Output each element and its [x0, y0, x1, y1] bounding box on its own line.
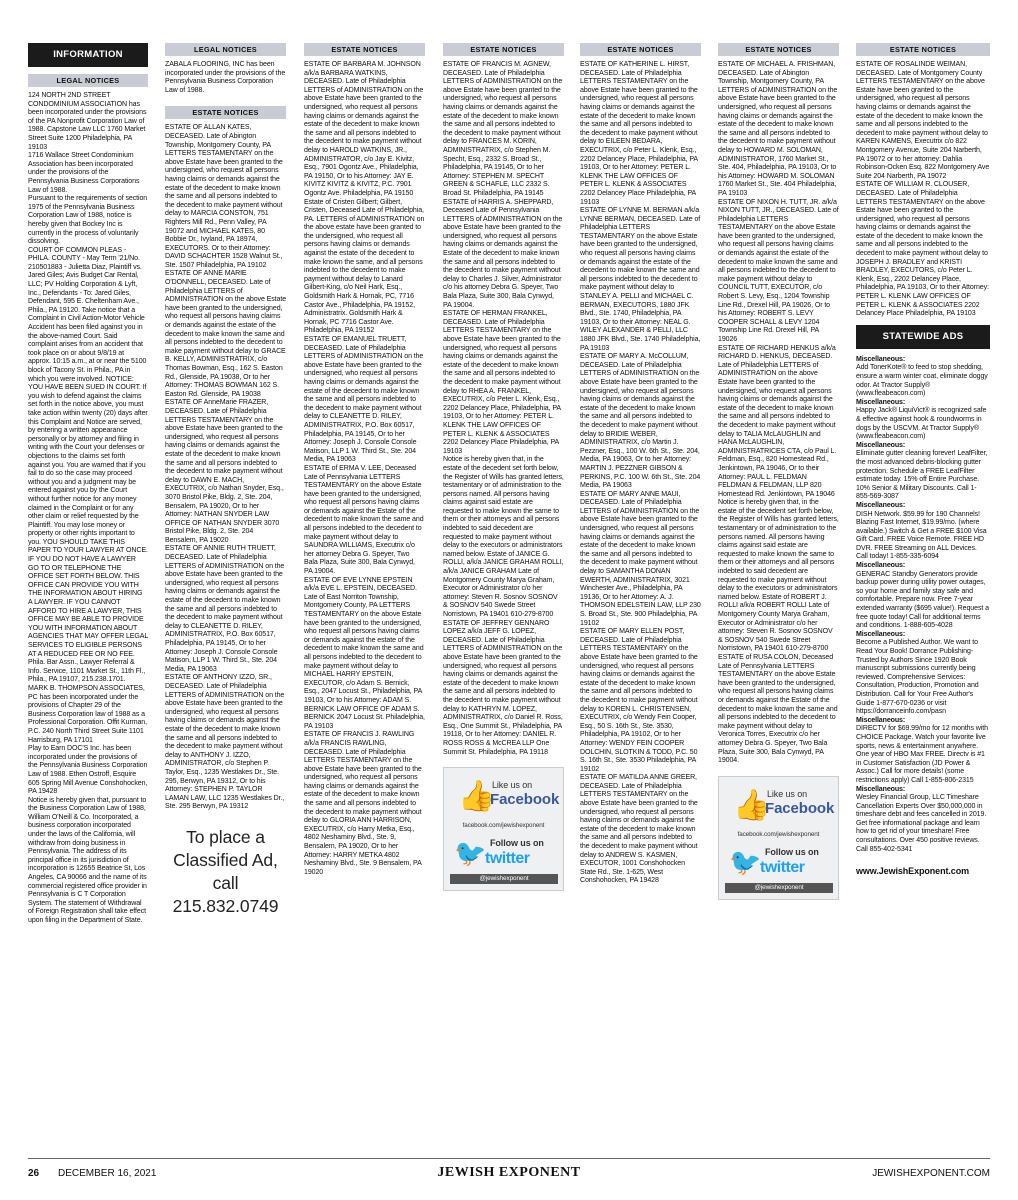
- classified-ad: [856, 631, 990, 717]
- ad-heading: Miscellaneous:: [856, 398, 906, 406]
- ad-text: GENERAC Standby Generators provide backup power during utility power outages, so your home and family stay safe and comfortable. Prepare now. Free 7-year extended warranty ($695 value!). Request a free quote today! Call for additional terms and conditions. 1-888-605-4028: [856, 570, 989, 630]
- legal-notice: ESTATE OF AnneMarie FRAZER, DECEASED. Late of Philadelphia LETTERS TESTAMENTARY on the above Estate have been granted to the undersigned, who request all persons having claims or demands against the estate of the decedent to make known the same and all persons indebted to the decedent to make payment without delay to DAWN E. MACH, EXECUTRIX, c/o Nathan Snyder, Esq., 3070 Bristol Pike, Bldg. 2, Ste. 204, Bensalem, PA 19020, Or to her Attorney: NATHAN SNYDER LAW OFFICE OF NATHAN SNYDER 3070 Bristol Pike, Bldg. 2, Ste. 204 Bensalem, PA 19020: [165, 399, 284, 544]
- estate-notices-header-col7: ESTATE NOTICES: [856, 43, 990, 56]
- classified-ad-box: [165, 826, 286, 918]
- estate-notices-header-col4: ESTATE NOTICES: [443, 43, 564, 56]
- classified-ad: [856, 562, 990, 631]
- ad-heading: Miscellaneous:: [856, 562, 906, 570]
- twitter-block: [450, 834, 558, 884]
- classified-ad: [856, 502, 990, 562]
- legal-notice: MARK B. THOMPSON ASSOCIATES, PC has been incorporated under the provisions of Chapter 29 of the Business Corporation law of 1988 as a Professional Corporation. Offit Kurman, P.C. 240 North Third Street Suite 1101 Harrisburg, PA 17101: [28, 684, 147, 744]
- facebook-url-2: facebook.com/jewishexponent: [737, 830, 820, 838]
- ad-text: Eliminate gutter cleaning forever! LeafFilter, the most advanced debris-blocking gutter protection. Schedule a FREE LeafFilter estimate today. 15% off Entire Purchase. 10% Senior & Military Discounts. Call 1-855-569-3087: [856, 450, 988, 501]
- ad-text: Become a Published Author. We want to Read Your Book! Dorrance Publishing-Trusted by Authors Since 1920 Book manuscript submissions currently being reviewed. Comprehensive Services: Consultation, Production, Promotion and Distribution. Call for Your Free Author's Guide 1-877-670-0236 or visit https://dorranceinfo.com/pasn: [856, 639, 979, 716]
- legal-notice: ESTATE OF NIXON H. TUTT, JR. a/k/a NIXON TUTT, JR., DECEASED. Late of Philadelphia LETTERS TESTAMENTARY on the above Estate have been granted to the undersigned, who request all persons having claims or demands against the estate of the decedent to make known the same and all persons indebted to the decedent to make payment without delay to COUNCIL TUTT, EXECUTOR, c/o Robert S. Levy, Esq., 1204 Township Line Rd., Drexel Hill, PA 19026, Or to his Attorney: ROBERT S. LEVY COOPER SCHALL & LEVY 1204 Township Line Rd. Drexel Hill, PA 19026: [718, 198, 839, 343]
- thumbs-up-icon: 👍: [733, 788, 771, 822]
- legal-notice: Notice is hereby given that, pursuant to the Business Corporation Law of 1988, William O'Neill & Co. Incorporated, a business corporation incorporated under the laws of the California, will withdraw from doing business in Pennsylvania. The address of its principal office in its jurisdiction of incorporation is 12655 Beatrice St, Los Angeles, CA 90066 and the name of its commercial registered office provider in Pennsylvania is C T Corporation System. The statement of Withdrawal of Foreign Registration shall take effect upon filing in the Department of State.: [28, 796, 147, 924]
- col2-notices: [165, 124, 286, 812]
- ad-heading: Miscellaneous:: [856, 716, 906, 724]
- facebook-block: [450, 777, 558, 819]
- twitter-block-2: [725, 843, 833, 893]
- legal-notice: ESTATE OF ANTHONY IZZO, SR., DECEASED. Late of Philadelphia LETTERS of ADMINISTRATION on the above Estate have been granted to the undersigned, who request all persons having claims or demands against the estate of the decedent to make known the same and all persons indebted to the decedent to make payment without delay to ANTHONY J. IZZO, ADMINISTRATOR, c/o Stephen P. Taylor, Esq., 1235 Westlakes Dr., Ste. 295, Berwyn, PA 19312, Or to his Attorney: STEPHEN P. TAYLOR LAMAN LAW, LLC 1235 Westlakes Dr., Ste. 295 Berwyn, PA 19312: [165, 674, 285, 811]
- classified-line-2: Classified Ad,: [173, 849, 278, 870]
- legal-notice: ESTATE OF EVE LYNNE EPSTEIN a/k/a EVE L. EPSTEIN, DECEASED. Late of East Norriton Township, Montgomery County, PA LETTERS TESTAMENTARY on the above Estate have been granted to the undersigned, who request all persons having claims or demands against the estate of the decedent to make known the same and all persons indebted to the decedent to make payment without delay to MICHAEL HARRY EPSTEIN, EXECUTOR, c/o Adam S. Bernick, Esq., 2047 Locust St., Philadelphia, PA 19103, Or to his Attorney: ADAM S. BERNICK LAW OFFICE OF ADAM S. BERNICK 2047 Locust St. Philadelphia, PA 19103: [304, 576, 425, 730]
- legal-notice: ESTATE OF MARY ANNE MAUI, DECEASED. Late of Philadelphia LETTERS of ADMINISTRATION on the above Estate have been granted to the undersigned, who request all persons having claims or demands against the estate of the decedent to make known the same and all persons indebted to the decedent to make payment without delay to SAMANTHA DONAN EWERTH, ADMINISTRATRIX, 3021 Winchester Ave., Philadelphia, PA 19136, Or to her Attorney: A. J. THOMSON EDELSTEIN LAW, LLP 230 S. Broad St., Ste. 900 Philadelphia, PA 19102: [580, 490, 701, 627]
- ad-heading: Miscellaneous:: [856, 785, 906, 793]
- ad-heading: Miscellaneous:: [856, 630, 906, 638]
- legal-notices-header-2: LEGAL NOTICES: [165, 43, 286, 56]
- zabala-notice: ZABALA FLOORING, INC has been incorporated under the provisions of the Pennsylvania Business Corporation Law of 1988.: [165, 61, 286, 94]
- classified-line-1: To place a: [186, 826, 265, 847]
- legal-notice: 124 NORTH 2ND STREET CONDOMINIUM ASSOCIATION has been incorporated under the provisions of the PA Nonprofit Corporation Law of 1988. Capstone Law LLC 1760 Market Street Suite 1200 Philadelphia, PA 19103: [28, 92, 147, 151]
- col3-notices: [304, 61, 425, 877]
- legal-notice: ESTATE of HARRIS A. SHEPPARD, Deceased Late of Pennsylvania LETTERS of ADMINISTRATION on the above Estate have been granted to the undersigned, who request all persons having claims or demands against the Estate of the decedent to make known the same and all persons indebted to the decedent to make payment without delay to Charles J. Silver, Administrator c/o his attorney Debra G. Speyer, Two Bala Plaza, Suite 300, Bala Cynwyd, PA 19004.: [443, 198, 563, 309]
- legal-notice: ESTATE of ERMA V. LEE, Deceased Late of Pennsylvania LETTERS TESTAMENTARY on the above Estate have been granted to the undersigned, who request all persons having claims or demands against the Estate of the decedent to make known the same and all persons indebted to the decedent to make payment without delay to SAUNDRA WILLIAMS, Executrix c/o her attorney Debra G. Speyer, Two Bala Plaza, Suite 300, Bala Cynwyd, PA 19004.: [304, 464, 424, 576]
- column-estate-3: [304, 43, 425, 1153]
- legal-notice: COURT OF COMMON PLEAS - PHILA. COUNTY - May Term '21/No. 210501883 - Julietta Diaz, Plaintiff vs. Jared Giles; Avis Budget Car Rental, LLC; PV Holding Corporation & Lyft, Inc., Defendants - To: Jared Giles, Defendant, 595 E. Cheltenham Ave., Phila., PA 19120. Take notice that a Complaint in Civil Action-Motor Vehicle Accident has been filed against you in the above-named Court. Said complaint arises from an accident that took place on or about 9/8/19 at approx. 10:15 a.m., at or near the 5100 block of Tacony St. in Phila., PA in which you were involved. NOTICE: YOU HAVE BEEN SUED IN COURT. If you wish to defend against the claims set forth in the notice above, you must take action within twenty (20) days after this Complaint and Notice are served, by entering a written appearance personally or by attorney and filing in writing with the Court your defenses or objections to the claims set forth against you. You are warned that if you fail to do so the case may proceed without you and a judgment may be entered against you by the Court without further notice for any money claimed in the Complaint or for any other claim or relief requested by the Plaintiff. You may lose money or property or other rights important to you. YOU SHOULD TAKE THIS PAPER TO YOUR LAWYER AT ONCE. IF YOU DO NOT HAVE A LAWYER GO TO OR TELEPHONE THE OFFICE SET FORTH BELOW. THIS OFFICE CAN PROVIDE YOU WITH THE INFORMATION ABOUT HIRING A LAWYER. IF YOU CANNOT AFFORD TO HIRE A LAWYER, THIS OFFICE MAY BE ABLE TO PROVIDE YOU WITH INFORMATION ABOUT AGENCIES THAT MAY OFFER LEGAL SERVICES TO ELIGIBLE PERSONS AT A REDUCED FEE OR NO FEE. Phila. Bar Assn., Lawyer Referral & Info. Service, 1101 Market St., 11th Fl., Phila., PA 19107, 215.238.1701.: [28, 246, 148, 684]
- classified-ad: [856, 399, 990, 442]
- legal-notice: ESTATE OF ANNE MARIE O'DONNELL, DECEASED. Late of Philadelphia LETTERS of ADMINISTRATION on the above Estate have been granted to the undersigned, who request all persons having claims or demands against the estate of the decedent to make known the same and all persons indebted to the decedent to make payment without delay to GRACE B. KELLY, ADMINISTRATRIX, c/o Thomas Bowman, Esq., 162 S. Easton Rd., Glenside, PA 19038, Or to her Attorney: THOMAS BOWMAN 162 S. Easton Rd. Glenside, PA 19038: [165, 270, 286, 398]
- classified-ad: [856, 717, 990, 786]
- statewide-ads: [856, 356, 990, 854]
- col7-notices: [856, 61, 990, 319]
- ad-text: Happy Jack® LiquiVict® is recognized safe & effective against hook & roundworms in dogs by the USCVM. At Tractor Supply® (www.fleabeacon.com): [856, 407, 987, 441]
- information-header: INFORMATION: [28, 43, 148, 67]
- issue-date: DECEMBER 16, 2021: [58, 1168, 157, 1179]
- legal-notice: ESTATE OF JEFFREY GENNARO LOPEZ a/k/a JEFF G. LOPEZ, DECEASED. Late of Philadelphia LETTERS of ADMINISTRATION on the above Estate have been granted to the undersigned, who request all persons having claims or demands against the estate of the decedent to make known the same and all persons indebted to the decedent to make payment without delay to KATHRYN M. LOPEZ, ADMINISTRATRIX, c/o Daniel R. Ross, Esq., One Summit St., Philadelphia, PA 19118, Or to her Attorney: DANIEL R. ROSS ROSS & McCREA LLP One Summit St. Philadelphia, PA 19118: [443, 619, 563, 756]
- social-ad: [443, 767, 564, 891]
- legal-notice: ESTATE OF FRANCIS J. RAWLING a/k/a FRANCIS RAWLING, DECEASED. Late of Philadelphia LETTERS TESTAMENTARY on the above Estate have been granted to the undersigned, who request all persons having claims or demands against the estate of the decedent to make known the same and all persons indebted to the decedent to make payment without delay to GLORIA ANN HARRISON, EXECUTRIX, c/o Harry Metka, Esq., 4802 Neshaminy Blvd., Ste. 9, Bensalem, PA 19020, Or to her Attorney: HARRY METKA 4802 Neshaminy Blvd., Ste. 9 Bensalem, PA 19020: [304, 731, 422, 876]
- column-estate-6: [718, 43, 839, 1153]
- facebook-block-2: [725, 786, 833, 828]
- legal-notice: ESTATE OF MARY A. McCOLLUM, DECEASED. Late of Philadelphia LETTERS of ADMINISTRATION on the above Estate have been granted to the undersigned, who request all persons having claims or demands against the estate of the decedent to make known the same and all persons indebted to the decedent to make payment without delay to BRIDIE WEBER, ADMINISTRATRIX, c/o Martin J. Pezzner, Esq., 100 W. 6th St., Ste. 204, Media, PA 19063, Or to her Attorney: MARTIN J. PEZZNER GIBSON & PERKINS, P.C. 100 W. 6th St., Ste. 204 Media, PA 19063: [580, 353, 701, 490]
- column-legal-estate: [165, 43, 286, 1153]
- ad-heading: Miscellaneous:: [856, 355, 906, 363]
- legal-notice: ESTATE OF MARY ELLEN POST, DECEASED. Late of Philadelphia LETTERS TESTAMENTARY on the above Estate have been granted to the undersigned, who request all persons having claims or demands against the estate of the decedent to make known the same and all persons indebted to the decedent to make payment without delay to KOREN L. CHRISTENSEN, EXECUTRIX, c/o Wendy Fein Cooper, Esq., 50 S. 16th St., Ste. 3530, Philadelphia, PA 19102, Or to her Attorney: WENDY FEIN COOPER DOLCHIN, SLOTKIN & TODD, P.C. 50 S. 16th St., Ste. 3530 Philadelphia, PA 19102: [580, 628, 698, 773]
- ad-heading: Miscellaneous:: [856, 501, 906, 509]
- footer-site: JEWISHEXPONENT.COM: [872, 1168, 990, 1179]
- like-us-text-2: Like us on: [767, 788, 808, 799]
- legal-notice: ESTATE OF ALLAN KATES, DECEASED. Late of Abington Township, Montgomery County, PA LETTERS TESTAMENTARY on the above Estate have been granted to the undersigned, who request all persons having claims or demands against the estate of the decedent to make known the same and all persons indebted to the decedent to make payment without delay to MARCIA CONSTON, 751 Righters Mill Rd., Penn Valley, PA 19072 and MICHAEL KATES, 80 Bobbie Dr., Ivyland, PA 18974, EXECUTORS. Or to their Attorney: DAVID SCHACHTER 1528 Walnut St., Ste. 1507 Philadelphia, PA 19102: [165, 124, 283, 269]
- ad-text: Add TonerKote® to feed to stop shedding, ensure a warm winter coat, eliminate doggy odor. At Tractor Supply® (www.fleabeacon.com): [856, 364, 988, 398]
- legal-notice: ESTATE OF FRANCIS M. AGNEW, DECEASED. Late of Philadelphia LETTERS of ADMINISTRATION on the above Estate have been granted to the undersigned, who request all persons having claims or demands against the estate of the decedent to make known the same and all persons indebted to the decedent to make payment without delay to FRANCES M. KORIN, ADMINISTRATRIX, c/o Stephen M. Specht, Esq., 2332 S. Broad St., Philadelphia, PA 19145, Or to her Attorney: STEPHEN M. SPECHT GREEN & SCHAFLE, LLC 2332 S. Broad St. Philadelphia, PA 19145: [443, 61, 563, 197]
- legal-notice: ESTATE OF LYNNE M. BERMAN a/k/a LYNNE BERMAN, DECEASED. Late of Philadelphia LETTERS TESTAMENTARY on the above Estate have been granted to the undersigned, who request all persons having claims or demands against the estate of the decedent to make known the same and all persons indebted to the decedent to make payment without delay to STANLEY A. PELLI and MICHAEL C. BERMAN, EXECUTORS, 1880 JFK Blvd., Ste. 1740, Philadelphia, PA 19103, Or to their Attorney: NEAL G. WILEY ALEXANDER & PELLI, LLC 1880 JFK Blvd., Ste. 1740 Philadelphia, PA 19103: [580, 207, 701, 352]
- twitter-wordmark-2: twitter: [760, 858, 805, 876]
- like-us-text: Like us on: [492, 780, 533, 791]
- legal-notice: 1716 Wallace Street Condominium Association has been incorporated under the provisions of the Pennsylvania Business Corporations Law of 1988.: [28, 152, 140, 194]
- legal-notice: ESTATE OF EMANUEL TRUETT, DECEASED. Late of Philadelphia LETTERS of ADMINISTRATION on the above Estate have been granted to the undersigned, who request all persons having claims or demands against the estate of the decedent to make known the same and all persons indebted to the decedent to make payment without delay to CLEANETTE D. RILEY, ADMINISTRATRIX, P.O. Box 60517, Philadelphia, PA 19145, Or to her Attorney: Joseph J. Console Console Matison, LLP 1 W. Third St., Ste. 204 Media, PA 19063: [304, 336, 424, 464]
- statewide-ads-header: STATEWIDE ADS: [856, 325, 990, 349]
- facebook-url: facebook.com/jewishexponent: [462, 822, 545, 830]
- column-estate-7: [856, 43, 990, 1153]
- legal-notice: Estate of Cristen Gilbert; Gilbert, Cristen, Deceased Late of Philadelphia, PA. LETTERS of ADMINISTRATION on the above estate have been granted to the undersigned, who request all persons having claims or demands against the estate of the decedent to make known the same, and all persons indebted to the decedent to make payment without delay to Lanard Gilbert-King, c/o Neil Hark, Esq., Goldsmith Hark & Hornak, PC, 7716 Castor Ave., Philadelphia, PA 19152, Administratrix. Goldsmith Hark & Hornak, PC 7716 Castor Ave. Philadelphia, PA 19152: [304, 198, 425, 335]
- col6-notices: [718, 61, 839, 766]
- legal-notice: ESTATE OF ANNIE RUTH TRUETT, DECEASED. Late of Philadelphia LETTERS of ADMINISTRATION on the above Estate have been granted to the undersigned, who request all persons having claims or demands against the estate of the decedent to make known the same and all persons indebted to the decedent to make payment without delay to CLEANETTE D. RILEY, ADMINISTRATRIX, P.O. Box 60517, Philadelphia, PA 19145, Or to her Attorney: Joseph J. Console Console Matison, LLP 1 W. Third St., Ste. 204 Media, PA 19063: [165, 545, 285, 673]
- column-estate-5: [580, 43, 701, 1153]
- col1-notices: [28, 92, 148, 926]
- col5-notices: [580, 61, 701, 886]
- website-link[interactable]: www.JewishExponent.com: [856, 866, 969, 877]
- legal-notices-header: LEGAL NOTICES: [28, 74, 148, 87]
- social-ad-2: [718, 776, 839, 900]
- legal-notice: ESTATE OF MICHAEL A. FRISHMAN, DECEASED. Late of Abington Township, Montgomery County, PA LETTERS of ADMINISTRATION on the above Estate have been granted to the undersigned, who request all persons having claims or demands against the estate of the decedent to make known the same and all persons indebted to the decedent to make payment without delay to HOWARD M. SOLOMAN, ADMINISTRATOR, 1760 Market St., Ste. 404, Philadelphia, PA 19103, Or to his Attorney: HOWARD M. SOLOMAN 1760 Market St., Ste. 404 Philadelphia, PA 19103: [718, 61, 838, 197]
- legal-notice: Notice is hereby given that, in the estate of the decedent set forth below, the Register of Wills has granted letters, testamentary or of administration to the persons named. All persons having claims against said estate are requested to make known the same to them or their attorneys and all persons indebted to said decedent are requested to make payment without delay to the executors or administrators named below. Estate of JANICE G. ROLLI, a/k/a JANICE GRAHAM ROLLI, a/k/a JANICE GRAHAM Late of Montgomery County Marya Graham, Executor or Administrator c/o her attorney: Steven R. Sosnov SOSNOV & SOSNOV 540 Swede Street Norristown, PA 19401 610-279-8700: [443, 456, 564, 618]
- ad-text: Wesley Financial Group, LLC Timeshare Cancellation Experts Over $50,000,000 in timeshare debt and fees cancelled in 2019. Get free informational package and learn how to get rid of your timeshare! Free consultations. Over 450 positive reviews. Call 855-402-5341: [856, 794, 987, 853]
- twitter-handle: @jewishexponent: [450, 874, 558, 884]
- thumbs-up-icon: 👍: [458, 780, 496, 814]
- classified-ad: [856, 786, 990, 855]
- column-information: [28, 43, 148, 1153]
- legal-notice: ESTATE of RUSA COLON, Deceased Late of Pennsylvania LETTERS TESTAMENTARY on the above Estate have been granted to the undersigned, who request all persons having claims or demands against the Estate of the decedent to make known the same and all persons indebted to the decedent to make payment without delay to Veronica Torres, Executrix c/o her attorney Debra G. Speyer, Two Bala Plaza, Suite 300, Bala Cynwyd, PA 19004.: [718, 653, 838, 765]
- follow-us-text: Follow us on: [490, 838, 544, 849]
- classified-ad: [856, 356, 990, 399]
- ad-text: DIRECTV for $69.99/mo for 12 months with CHOICE Package. Watch your favorite live sports, news & entertainment anywhere. One year of HBO Max FREE. Directv is #1 in Customer Satisfaction (JD Power & Assoc.) Call for more details! (some restrictions apply) Call 1-855-806-2315: [856, 725, 988, 784]
- twitter-bird-icon: 🐦: [454, 838, 487, 869]
- legal-notice: Pursuant to the requirements of section 1975 of the Pennsylvania Business Corporation Law of 1988, notice is hereby given that Bockey Inc is currently in the process of voluntarily dissolving.: [28, 195, 148, 246]
- twitter-handle-2: @jewishexponent: [725, 883, 833, 893]
- estate-notices-header-col5: ESTATE NOTICES: [580, 43, 701, 56]
- follow-us-text-2: Follow us on: [765, 846, 819, 857]
- legal-notice: ESTATE OF KATHERINE L. HIRST, DECEASED. Late of Philadelphia LETTERS TESTAMENTARY on the above Estate have been granted to the undersigned, who request all persons having claims or demands against the estate of the decedent to make known the same and all persons indebted to the decedent to make payment without delay to EILEEN BEDARA, EXECUTRIX, c/o Peter L. Klenk, Esq., 2202 Delancey Place, Philadelphia, PA 19103, Or to her Attorney: PETER L. KLENK THE LAW OFFICES OF PETER L. KLENK & ASSOCIATES 2202 Delancey Place Philadelphia, PA 19103: [580, 61, 698, 206]
- page-number: 26: [28, 1168, 40, 1179]
- ad-text: DISH Network. $59.99 for 190 Channels! Blazing Fast Internet, $19.99/mo. (where available.) Switch & Get a FREE $100 Visa Gift Card. FREE Voice Remote. FREE HD DVR. FREE Streaming on ALL Devices. Call today! 1-855-335-6094: [856, 510, 987, 561]
- estate-notices-header-col6: ESTATE NOTICES: [718, 43, 839, 56]
- legal-notice: ESTATE OF HERMAN FRANKEL, DECEASED. Late of Philadelphia LETTERS TESTAMENTARY on the above Estate have been granted to the undersigned, who request all persons having claims or demands against the estate of the decedent to make known the same and all persons indebted to the decedent to make payment without delay to RHEA A. FRANKEL, EXECUTRIX, c/o Peter L. Klenk, Esq., 2202 Delancey Place, Philadelphia, PA 19103, Or to her Attorney: PETER L. KLENK THE LAW OFFICES OF PETER L. KLENK & ASSOCIATES 2202 Delancey Place Philadelphia, PA 19103: [443, 310, 561, 455]
- column-estate-4: [443, 43, 564, 1153]
- ad-heading: Miscellaneous:: [856, 441, 906, 449]
- estate-notices-header-col2: ESTATE NOTICES: [165, 106, 286, 119]
- legal-notice: Notice is hereby given that, in the estate of the decedent set forth below, the Register of Wills has granted letters, testamentary or of administration to the persons named. All persons having claims against said estate are requested to make known the same to them or their attorneys and all persons indebted to said decedent are requested to make payment without delay to the executors or administrators named below. Estate of ROBERT J. ROLLI a/k/a ROBERT ROLLI Late of Montgomery County Marya Graham, Executor or Administrator c/o her attorney: Steven R. Sosnov SOSNOV & SOSNOV 540 Swede Street Norristown, PA 19401 610-279-8700: [718, 499, 839, 653]
- legal-notice: Play to Earn DOC'S Inc. has been incorporated under the provisions of the Pennsylvania Business Corporation Law of 1988. Ethen Ostroff, Esquire 605 Spring Mill Avenue Conshohocken, PA 19428: [28, 745, 148, 796]
- classified-line-3: call 215.832.0749: [172, 873, 279, 917]
- estate-notices-header-col3: ESTATE NOTICES: [304, 43, 425, 56]
- legal-notice: ESTATE OF WILLIAM R. CLOUSER, DECEASED. Late of Philadelphia LETTERS TESTAMENTARY on the above Estate have been granted to the undersigned, who request all persons having claims or demands against the estate of the decedent to make known the same and all persons indebted to the decedent to make payment without delay to JOSEPH J. BRADLEY and KRISTI BRADLEY, EXECUTORS, c/o Peter L. Klenk, Esq., 2202 Delancey Place, Philadelphia, PA 19103, Or to their Attorney: PETER L. KLENK LAW OFFICES OF PETER L. KLENK & ASSOCIATES 2202 Delancey Place Philadelphia, PA 19103: [856, 181, 989, 318]
- twitter-wordmark: twitter: [485, 850, 530, 868]
- page-footer: [28, 1158, 990, 1188]
- masthead: JEWISH EXPONENT: [437, 1165, 581, 1180]
- classified-ad: [856, 442, 990, 502]
- legal-notice: ESTATE OF BARBARA M. JOHNSON a/k/a BARBARA WATKINS, DECEASED. Late of Philadelphia LETTERS of ADMINISTRATION on the above Estate have been granted to the undersigned, who request all persons having claims or demands against the estate of the decedent to make known the same and all persons indebted to the decedent to make payment without delay to HAROLD WATKINS, JR., ADMINISTRATOR, c/o Jay E. Kivitz, Esq., 7901 Ogontz Ave., Philadelphia, PA 19150, Or to his Attorney: JAY E. KIVITZ KIVITZ & KIVITZ, P.C. 7901 Ogontz Ave. Philadelphia, PA 19150: [304, 61, 424, 197]
- legal-notice: ESTATE OF MATILDA ANNE GREER, DECEASED. Late of Philadelphia LETTERS TESTAMENTARY on the above Estate have been granted to the undersigned, who request all persons having claims or demands against the estate of the decedent to make known the same and all persons indebted to the decedent to make payment without delay to ANDREW S. KASMEN, EXECUTOR, 1001 Conshohocken State Rd., Ste. 1-625, West Conshohocken, PA 19428: [580, 774, 698, 885]
- facebook-wordmark: Facebook: [490, 791, 560, 809]
- legal-notice: ESTATE OF RICHARD HENKUS a/k/a RICHARD D. HENKUS, DECEASED. Late of Philadelphia LETTERS of ADMINISTRATION on the above Estate have been granted to the undersigned, who request all persons having claims or demands against the estate of the decedent to make known the same and all persons indebted to the decedent to make payment without delay to TALIA McLAUGHLIN and HANA McLAUGHLIN, ADMINISTRATRICES CTA, c/o Paul L. Feldman, Esq., 820 Homestead Rd., Jenkintown, PA 19046, Or to their Attorney: PAUL L. FELDMAN FELDMAN & FELDMAN, LLP 820 Homestead Rd. Jenkintown, PA 19046: [718, 344, 837, 498]
- facebook-wordmark-2: Facebook: [765, 799, 835, 817]
- col4-notices: [443, 61, 564, 757]
- twitter-bird-icon: 🐦: [729, 846, 762, 877]
- legal-notice: ESTATE OF ROSALINDE WEIMAN, DECEASED. Late of Montgomery County LETTERS TESTAMENTARY on the above Estate have been granted to the undersigned, who request all persons having claims or demands against the estate of the decedent to make known the same and all persons indebted to the decedent to make payment without delay to KAREN KAMENS, Executrix c/o 822 Montgomery Avenue, Suite 204 Narberth, PA 19072 or to her attorney: Dahlia Robinson-Ocken Esq. 822 Montgomery Ave Suite 204 Narberth, PA 19072: [856, 61, 990, 180]
